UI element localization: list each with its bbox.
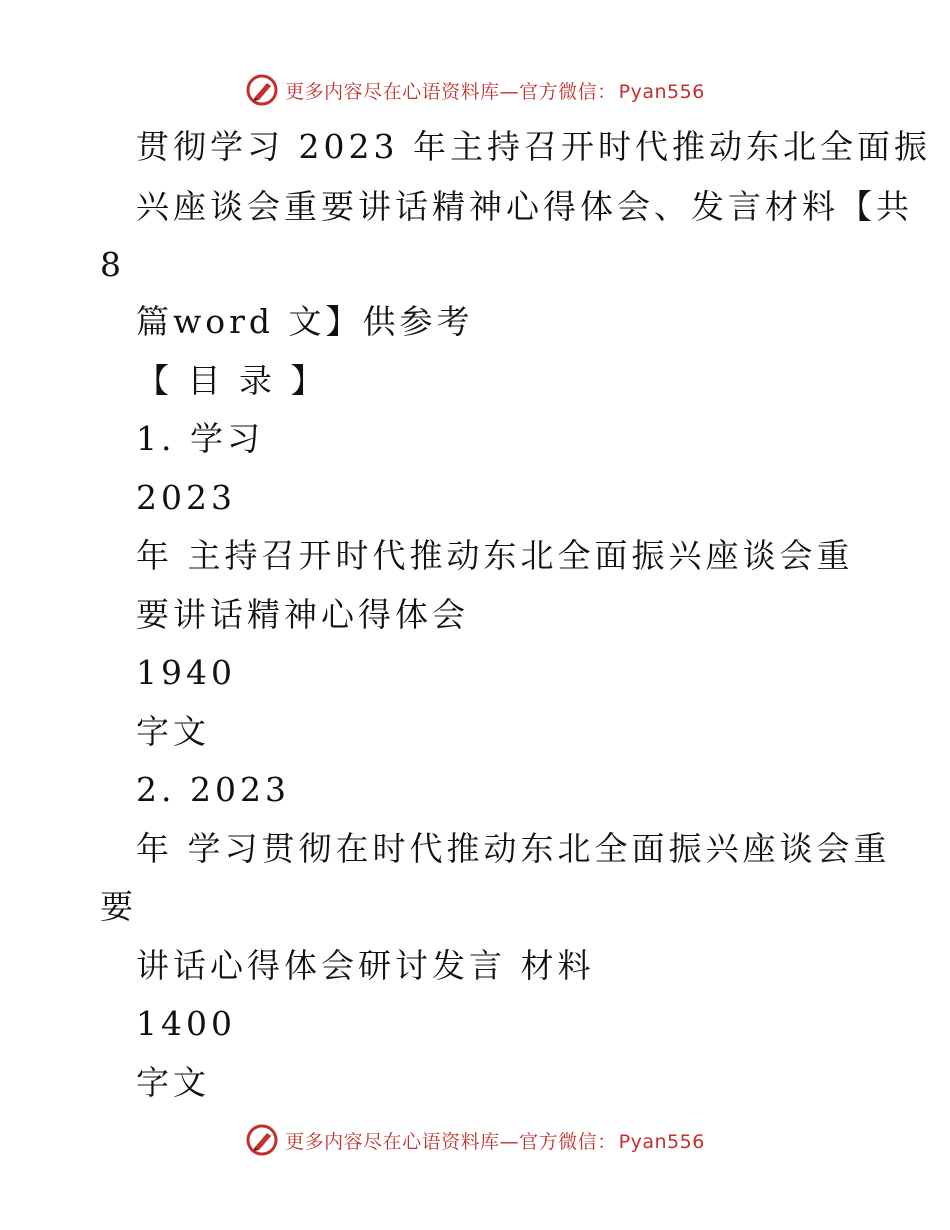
watermark-text: 更多内容尽在心语资料库—官方微信： Pyan556 (285, 1130, 705, 1153)
toc-item-1-title-b: 要讲话精神心得体会 (136, 595, 469, 634)
pen-logo-icon (245, 1123, 279, 1157)
toc-item-2-title-c: 讲话心得体会研讨发言 材料 (136, 946, 595, 985)
toc-item-2-title-b: 要 (100, 887, 137, 926)
toc-item-2-count: 1400 (136, 1004, 236, 1043)
toc-item-2-number: 2. 2023 (136, 770, 290, 809)
toc-item-1-number: 1. 学习 (136, 419, 264, 458)
toc-item-1-count: 1940 (136, 653, 236, 692)
toc-item-1-year: 2023 (136, 478, 236, 517)
footer-watermark (0, 1120, 950, 1160)
title-line-2: 兴座谈会重要讲话精神心得体会、发言材料【共 (136, 187, 913, 226)
toc-item-1-unit: 字文 (136, 712, 210, 751)
toc-heading: 【 目 录 】 (136, 361, 328, 400)
watermark-text: 更多内容尽在心语资料库—官方微信： Pyan556 (285, 80, 705, 103)
toc-item-1-title-a: 年 主持召开时代推动东北全面振兴座谈会重 (136, 536, 854, 575)
title-line-3: 8 (100, 245, 125, 284)
title-line-1: 贯彻学习 2023 年主持召开时代推动东北全面振 (136, 127, 931, 166)
title-line-4: 篇word 文】供参考 (136, 302, 474, 341)
toc-item-2-unit: 字文 (136, 1063, 210, 1102)
toc-item-2-title-a: 年 学习贯彻在时代推动东北全面振兴座谈会重 (136, 829, 891, 868)
